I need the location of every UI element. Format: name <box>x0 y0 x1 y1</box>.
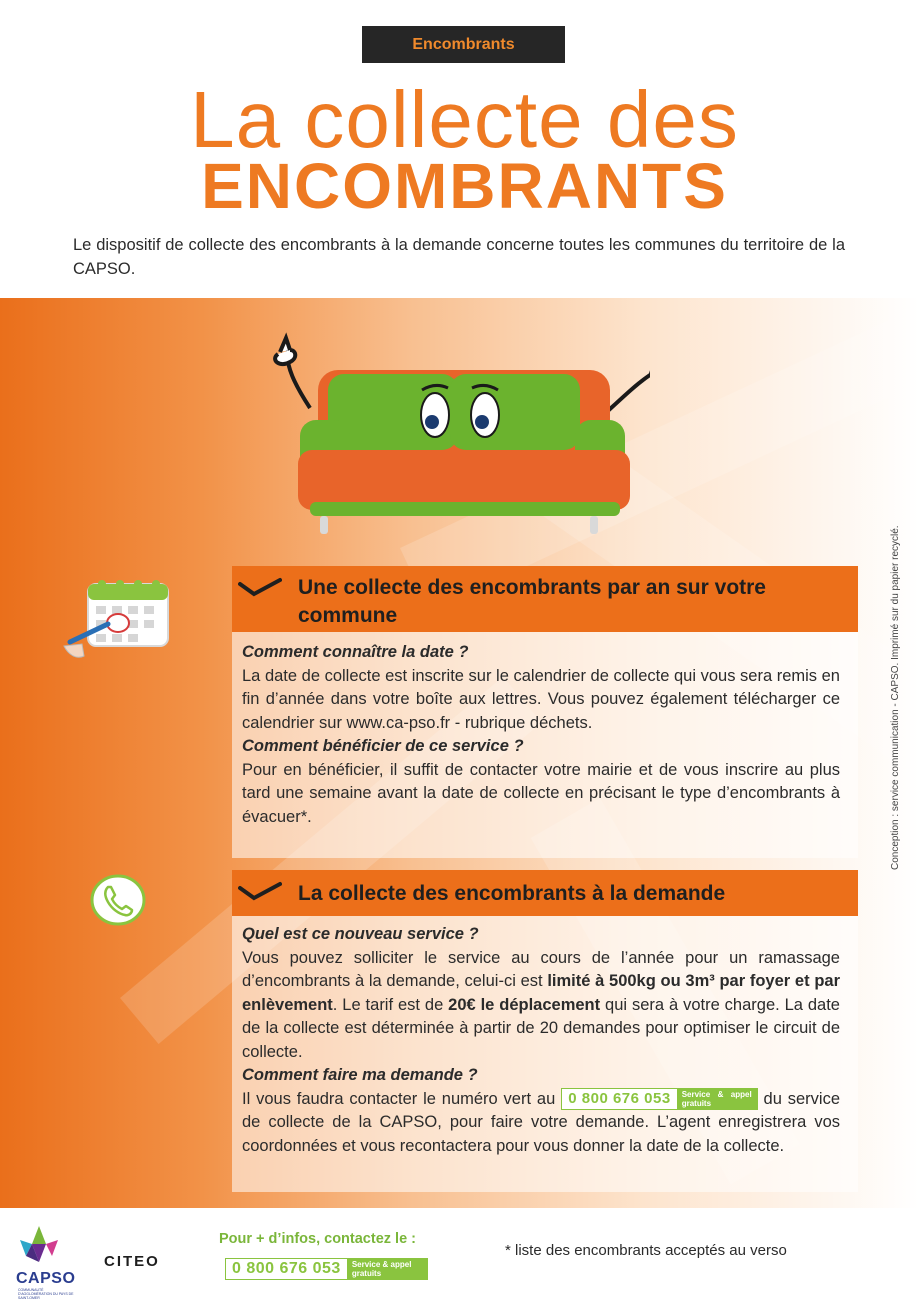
contact-label: Pour + d’infos, contactez le : <box>219 1231 416 1247</box>
capso-name: CAPSO <box>16 1270 76 1287</box>
sofa-mascot-illustration <box>250 330 650 540</box>
footnote: * liste des encombrants acceptés au verso <box>505 1242 787 1259</box>
section-annual-collection-heading <box>232 566 858 632</box>
page-title <box>0 75 919 222</box>
question-make-request: Comment faire ma demande ? <box>242 1066 478 1084</box>
title-line-2: ENCOMBRANTS <box>201 150 728 222</box>
section-2-title: La collecte des encombrants à la demande <box>298 882 726 905</box>
credits-vertical-text: Conception : service communication - CAPSO. Imprimé sur du papier recyclé. <box>890 525 901 870</box>
capso-emblem-icon <box>14 1222 64 1268</box>
question-benefit-service: Comment bénéficier de ce service ? <box>242 737 524 755</box>
footer-free-phone-badge[interactable] <box>225 1258 428 1280</box>
free-phone-badge[interactable] <box>561 1088 757 1110</box>
answer-make-request-2: du service de collecte de la CAPSO, pour faire votre demande. L’agent enregistrera vos coordonnées et vous recontactera pour vous donner la date de la collecte. <box>242 1089 840 1155</box>
answer-new-service-3: qui sera à votre charge. La date de la collecte est déterminée à partir de 20 demandes pour optimiser le circuit de collecte. <box>242 995 840 1061</box>
answer-new-service-2: . Le tarif est de <box>332 995 449 1014</box>
question-know-date: Comment connaître la date ? <box>242 643 469 661</box>
footer-phone-number: 0 800 676 053 <box>232 1260 341 1277</box>
intro-paragraph: Le dispositif de collecte des encombrants à la demande concerne toutes les communes du territoire de la CAPSO. <box>73 236 845 278</box>
checkmark-icon <box>238 576 282 598</box>
free-phone-number: 0 800 676 053 <box>568 1090 671 1108</box>
section-1-title: Une collecte des encombrants par an sur votre commune <box>298 576 766 627</box>
capso-subtitle: COMMUNAUTÉ D'AGGLOMÉRATION DU PAYS DE SAINT-OMER <box>18 1288 74 1300</box>
answer-know-date: La date de collecte est inscrite sur le calendrier de collecte qui vous sera remis en fin d’année dans votre boîte aux lettres. Vous pouvez également télécharger ce calendrier sur www.ca-pso.fr - rubrique déchets. <box>242 666 840 732</box>
section-1-body <box>242 641 840 829</box>
citeo-logo: CITEO <box>104 1253 160 1270</box>
category-tag: Encombrants <box>362 26 565 63</box>
title-line-1: La collecte des <box>190 75 739 164</box>
question-new-service: Quel est ce nouveau service ? <box>242 925 479 943</box>
answer-price-bold: 20€ le déplacement <box>448 995 601 1014</box>
calendar-icon <box>62 576 172 668</box>
answer-make-request-1: Il vous faudra contacter le numéro vert au <box>242 1089 556 1108</box>
free-phone-label: Service & appel gratuits <box>677 1089 757 1109</box>
answer-new-service-1: Vous pouvez solliciter le service au cours de l’année pour un ramassage d’encombrants à la demande, celui-ci est <box>242 948 840 990</box>
section-2-body <box>242 923 840 1158</box>
checkmark-icon <box>238 880 282 902</box>
footer-phone-label: Service & appel gratuits <box>347 1259 427 1279</box>
answer-limit-bold: limité à 500kg ou 3m³ par foyer et par enlèvement <box>242 972 840 1014</box>
answer-benefit-service: Pour en bénéficier, il suffit de contacter votre mairie et de vous inscrire au plus tard une semaine avant la date de collecte en précisant le type d’encombrants à évacuer*. <box>242 760 840 826</box>
capso-logo <box>14 1222 74 1298</box>
section-on-demand-heading <box>232 870 858 916</box>
phone-icon <box>89 873 147 927</box>
